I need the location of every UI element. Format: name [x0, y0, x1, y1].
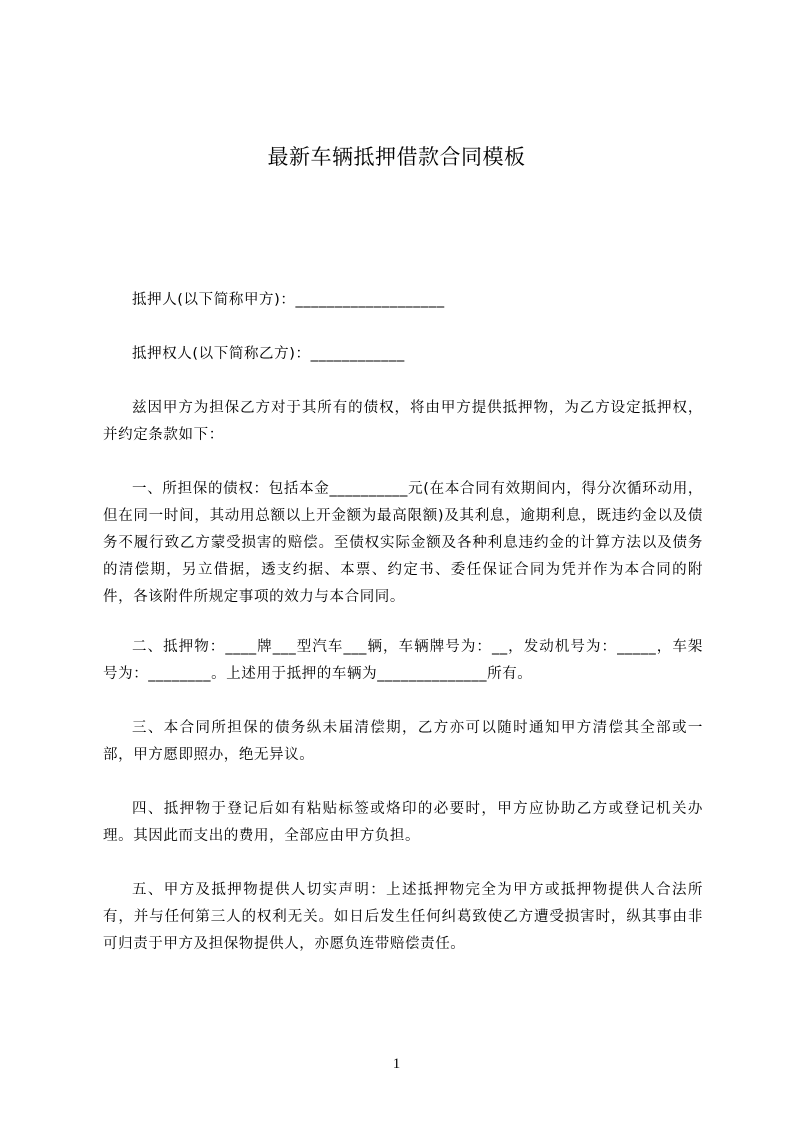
clause-4-registration: 四、抵押物于登记后如有粘贴标签或烙印的必要时，甲方应协助乙方或登记机关办理。其因此而支出的费用，全部应由甲方负担。	[103, 801, 703, 844]
document-title: 最新车辆抵押借款合同模板	[267, 145, 526, 169]
mortgagee-line: 抵押权人(以下简称乙方)：____________	[132, 346, 405, 362]
clause-1-secured-debt: 一、所担保的债权：包括本金__________元(在本合同有效期间内，得分次循环动用，但在同一时间，其动用总额以上开金额为最高限额)及其利息，逾期利息，既违约金以及债务不履行致乙方蒙受损害的赔偿。至债权实际金额及各种利息违约金的计算方法以及债务的清偿期，另立借据，透支约据、本票、约定书、委任保证合同为凭并作为本合同的附件，各该附件所规定事项的效力与本合同同。	[103, 481, 703, 605]
page-number: 1	[392, 1056, 401, 1072]
clause-5-declaration: 五、甲方及抵押物提供人切实声明：上述抵押物完全为甲方或抵押物提供人合法所有，并与任何第三人的权利无关。如日后发生任何纠葛致使乙方遭受损害时，纵其事由非可归责于甲方及担保物提供人，亦愿负连带赔偿责任。	[103, 882, 703, 952]
preamble-paragraph: 兹因甲方为担保乙方对于其所有的债权，将由甲方提供抵押物，为乙方设定抵押权，并约定条款如下：	[103, 400, 703, 443]
clause-3-repayment: 三、本合同所担保的债务纵未届清偿期，乙方亦可以随时通知甲方清偿其全部或一部，甲方愿即照办，绝无异议。	[103, 720, 703, 763]
clause-2-collateral: 二、抵押物：____牌___型汽车___辆，车辆牌号为：__，发动机号为：_____，车架号为：________。上述用于抵押的车辆为______________所有。	[103, 639, 703, 682]
mortgagor-line: 抵押人(以下简称甲方)：___________________	[132, 292, 445, 308]
